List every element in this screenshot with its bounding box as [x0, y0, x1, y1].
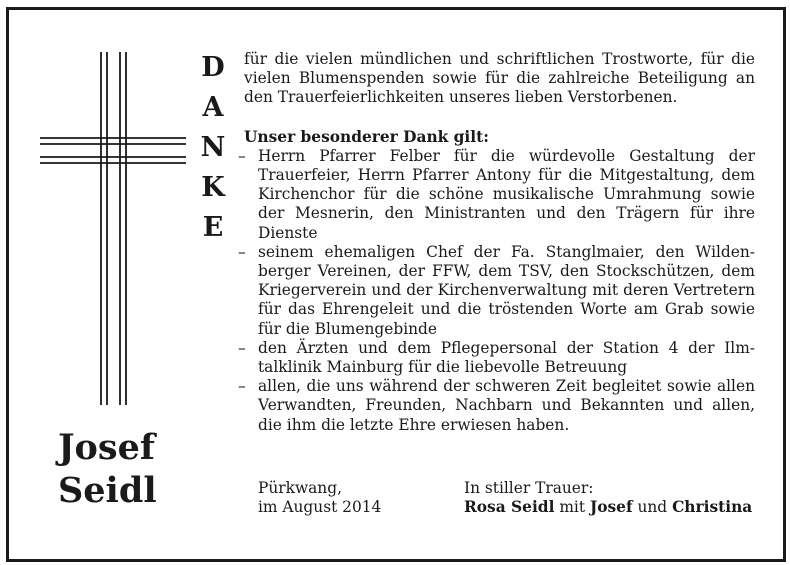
mourning-label: In stiller Trauer:: [464, 479, 594, 497]
danke-letter: A: [202, 92, 224, 123]
danke-letter: E: [202, 212, 224, 243]
danke-heading: [196, 48, 230, 248]
signers: [464, 498, 752, 517]
list-item: – allen, die uns während der schweren Zeit begleitet sowie allen Verwandten, Freunden, Nachbarn und Bekannten und allen, die ihm die letzte Ehre erwiesen haben.: [244, 377, 755, 435]
connector: und: [637, 498, 668, 517]
thanks-list: [244, 147, 755, 435]
danke-letter: K: [201, 172, 225, 203]
danke-letter: N: [200, 132, 226, 163]
section-heading: Unser besonderer Dank gilt:: [244, 127, 489, 146]
thank-you-text: [244, 50, 755, 435]
connector: mit: [559, 498, 586, 517]
first-name: Josef: [58, 427, 155, 468]
place: Pürkwang,: [258, 479, 342, 497]
danke-letter: D: [201, 52, 225, 83]
place-date: [258, 479, 381, 517]
last-name: Seidl: [58, 470, 157, 511]
date: im August 2014: [258, 498, 382, 517]
signer-name: Christina: [672, 498, 753, 517]
signer-name: Rosa Seidl: [464, 498, 555, 517]
intro-paragraph: für die vielen mündlichen und schriftlichen Trostworte, für die vielen Blumenspenden sowie für die zahlreiche Beteiligung an den Trauerfeierlichkeiten unseres lieben Verstorbenen.: [244, 50, 755, 107]
list-item: – den Ärzten und dem Pflegepersonal der Station 4 der Ilmtalklinik Mainburg für die liebevolle Betreuung: [244, 339, 755, 377]
signer-name: Josef: [589, 498, 633, 517]
deceased-name: [58, 426, 157, 512]
signers-block: [464, 479, 752, 517]
list-item: – seinem ehemaligen Chef der Fa. Stanglmaier, den Wildenberger Vereinen, der FFW, dem TSV, den Stockschützen, dem Kriegerverein und der Kirchenverwaltung mit deren Vertretern für das Ehrengeleit und die tröstenden Worte am Grab sowie für die Blumengebinde: [244, 243, 755, 339]
list-item: – Herrn Pfarrer Felber für die würdevolle Gestaltung der Trauerfeier, Herrn Pfarrer Antony für die Mitgestaltung, dem Kirchenchor für die schöne musikalische Umrahmung sowie der Mesnerin, den Ministranten und den Trägern für ihre Dienste: [244, 147, 755, 243]
